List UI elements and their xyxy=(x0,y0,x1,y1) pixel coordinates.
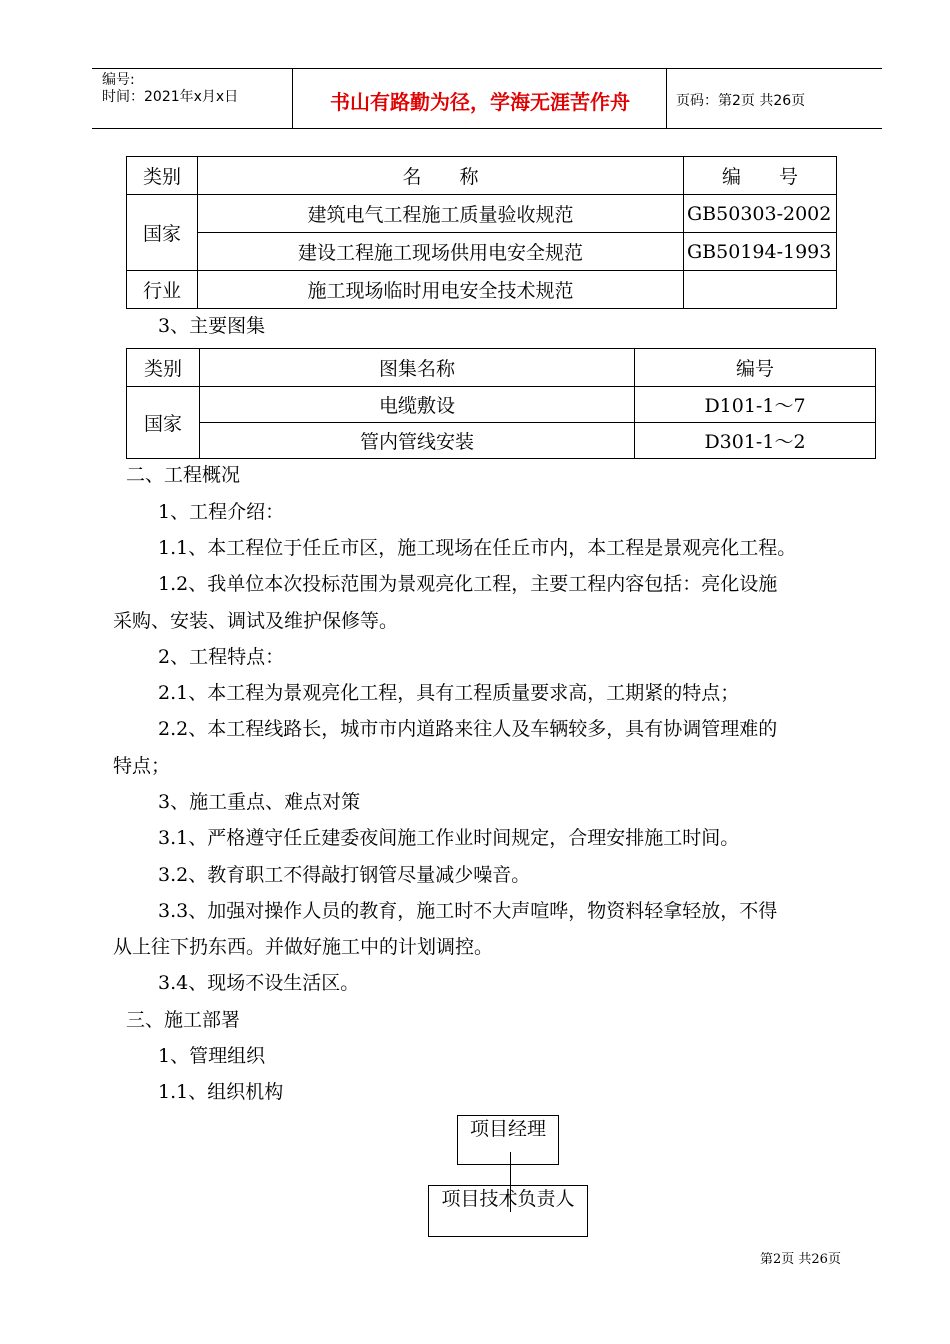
table-cell-name: 电缆敷设 xyxy=(200,387,635,423)
header-motto: 书山有路勤为径，学海无涯苦作舟 xyxy=(330,90,630,114)
header-divider xyxy=(666,69,667,128)
paragraph-line: 2.1、本工程为景观亮化工程，具有工程质量要求高，工期紧的特点； xyxy=(158,682,740,704)
header-divider xyxy=(292,69,293,128)
document-time: 时间：2021年x月x日 xyxy=(102,89,239,105)
table-cell-code xyxy=(684,271,837,309)
section-heading: 3、主要图集 xyxy=(158,315,266,337)
paragraph-line: 3.1、严格遵守任丘建委夜间施工作业时间规定，合理安排施工时间。 xyxy=(158,827,740,849)
table-cell-name: 建筑电气工程施工质量验收规范 xyxy=(198,195,684,233)
section-heading: 二、工程概况 xyxy=(126,464,241,486)
table-row xyxy=(127,387,876,423)
document-number-label: 编号: xyxy=(102,72,135,88)
paragraph-line: 3.2、教育职工不得敲打钢管尽量减少噪音。 xyxy=(158,864,531,886)
subsection-heading: 1.1、组织机构 xyxy=(158,1081,284,1103)
paragraph-line: 2.2、本工程线路长，城市市内道路来往人及车辆较多，具有协调管理难的 xyxy=(158,718,778,740)
paragraph-line: 采购、安装、调试及维护保修等。 xyxy=(113,610,399,632)
header-page-info: 页码：第2页 共26页 xyxy=(676,93,806,109)
table-header-cell: 图集名称 xyxy=(200,349,635,387)
header-bottom-rule xyxy=(92,128,882,129)
table-row xyxy=(127,423,876,459)
paragraph-line: 1.2、我单位本次投标范围为景观亮化工程，主要工程内容包括：亮化设施 xyxy=(158,573,778,595)
table-cell-code: D301-1～2 xyxy=(635,423,876,459)
table-cell-category: 国家 xyxy=(127,195,198,271)
org-box-technical-lead xyxy=(428,1185,588,1237)
paragraph-line: 1.1、本工程位于任丘市区，施工现场在任丘市内，本工程是景观亮化工程。 xyxy=(158,537,797,559)
table-header-cell: 类别 xyxy=(127,157,198,195)
paragraph-line: 3.3、加强对操作人员的教育，施工时不大声喧哗，物资料轻拿轻放，不得 xyxy=(158,900,778,922)
table-row xyxy=(127,271,837,309)
standards-table xyxy=(126,156,837,309)
paragraph-line: 特点； xyxy=(113,755,171,777)
header-top-rule xyxy=(92,68,882,69)
paragraph-line: 从上往下扔东西。并做好施工中的计划调控。 xyxy=(113,936,494,958)
subsection-heading: 3、施工重点、难点对策 xyxy=(158,791,361,813)
table-cell-category: 行业 xyxy=(127,271,198,309)
table-cell-name: 建设工程施工现场供用电安全规范 xyxy=(198,233,684,271)
table-cell-code: D101-1～7 xyxy=(635,387,876,423)
org-box-project-manager xyxy=(457,1115,559,1165)
table-row xyxy=(127,233,837,271)
paragraph-line: 3.4、现场不设生活区。 xyxy=(158,972,360,994)
section-heading: 三、施工部署 xyxy=(126,1009,241,1031)
atlas-table xyxy=(126,348,876,459)
table-row xyxy=(127,195,837,233)
table-cell-name: 管内管线安装 xyxy=(200,423,635,459)
table-header-cell: 类别 xyxy=(127,349,200,387)
org-box-label: 项目经理 xyxy=(469,1118,546,1140)
subsection-heading: 2、工程特点： xyxy=(158,646,285,668)
page-footer: 第2页 共26页 xyxy=(760,1252,841,1267)
table-cell-code: GB50303-2002 xyxy=(684,195,837,233)
subsection-heading: 1、管理组织 xyxy=(158,1045,266,1067)
subsection-heading: 1、工程介绍： xyxy=(158,501,285,523)
table-cell-name: 施工现场临时用电安全技术规范 xyxy=(198,271,684,309)
table-header-cell: 编 号 xyxy=(684,157,837,195)
header-meta xyxy=(102,72,238,106)
org-box-label: 项目技术负责人 xyxy=(441,1188,575,1210)
table-cell-category: 国家 xyxy=(127,387,200,459)
table-header-row xyxy=(127,157,837,195)
table-header-cell: 名 称 xyxy=(198,157,684,195)
table-cell-code: GB50194-1993 xyxy=(684,233,837,271)
table-header-row xyxy=(127,349,876,387)
table-header-cell: 编号 xyxy=(635,349,876,387)
